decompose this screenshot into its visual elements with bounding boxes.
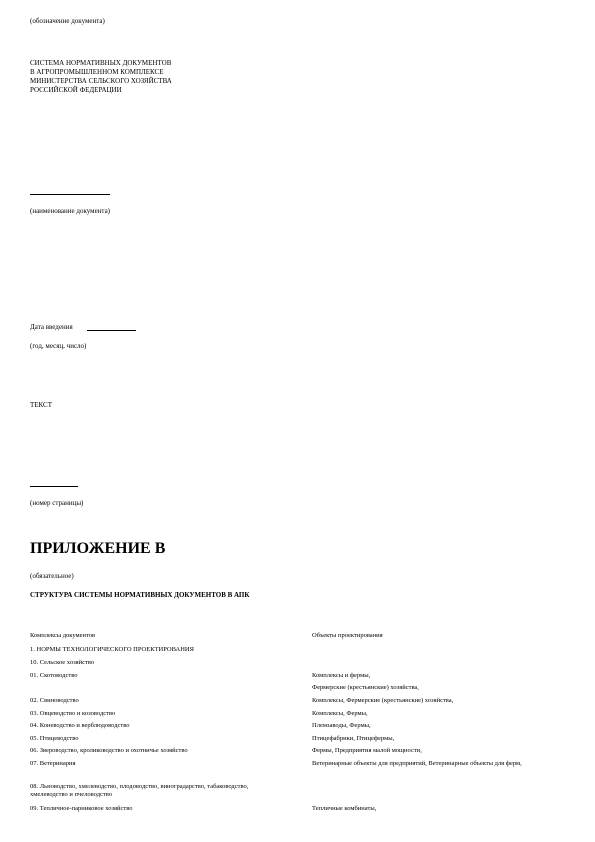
table-header-complexes: Комплексы документов (30, 632, 96, 639)
table-row-right: Комплексы, Фермы, (312, 710, 368, 717)
table-row-left: 03. Овцеводство и козоводство (30, 710, 116, 717)
intro-date-label: Дата введения (30, 323, 73, 331)
table-header-objects: Объекты проектирования (312, 632, 383, 639)
table-row-right: Комплексы, Фермерские (крестьянские) хозяйства, (312, 697, 454, 704)
table-row-right: Ветеринарные объекты для предприятий, Ветеринарные объекты для ферм, (312, 760, 522, 767)
table-row-right: Комплексы и фермы, (312, 672, 371, 679)
table-row-right: Тепличные комбинаты, (312, 805, 377, 812)
page-number-caption: (номер страницы) (30, 499, 84, 507)
text-label: ТЕКСТ (30, 401, 52, 409)
table-row-right: Фермерские (крестьянские) хозяйства, (312, 684, 419, 691)
org-line-3: МИНИСТЕРСТВА СЕЛЬСКОГО ХОЗЯЙСТВА (30, 77, 172, 85)
org-line-4: РОССИЙСКОЙ ФЕДЕРАЦИИ (30, 86, 122, 94)
date-caption: (год, месяц, число) (30, 342, 87, 350)
doc-designation-caption: (обозначение документа) (30, 17, 105, 25)
table-row-left: 08. Льноводство, хмелеводство, плодоводство, виноградарство, табаководство, хмелеводство и пчеловодство (30, 783, 249, 798)
page-number-line (30, 486, 78, 487)
org-line-2: В АГРОПРОМЫШЛЕННОМ КОМПЛЕКСЕ (30, 68, 164, 76)
table-row-left: 06. Звероводство, кролиководство и охотничье хозяйство (30, 747, 188, 754)
table-row-left: 04. Коневодство и верблюдоводство (30, 722, 130, 729)
table-row-left: 02. Свиноводство (30, 697, 79, 704)
table-row-left: 09. Тепличное-парниковое хозяйство (30, 805, 133, 812)
table-row-left: 10. Сельское хозяйство (30, 659, 95, 666)
table-row-left: 07. Ветеринария (30, 760, 76, 767)
table-row-left: 05. Птицеводство (30, 735, 79, 742)
table-row-right: Фермы, Предприятия малой мощности, (312, 747, 422, 754)
table-row-right: Птицефабрики, Птицефермы, (312, 735, 395, 742)
appendix-status: (обязательное) (30, 572, 74, 580)
doc-name-line (30, 194, 110, 195)
table-row-left: 01. Скотоводство (30, 672, 78, 679)
doc-name-caption: (наименование документа) (30, 207, 111, 215)
appendix-subtitle: СТРУКТУРА СИСТЕМЫ НОРМАТИВНЫХ ДОКУМЕНТОВ В АПК (30, 591, 250, 599)
intro-date-line (87, 330, 136, 331)
table-row-left: 1. НОРМЫ ТЕХНОЛОГИЧЕСКОГО ПРОЕКТИРОВАНИЯ (30, 646, 194, 653)
org-line-1: СИСТЕМА НОРМАТИВНЫХ ДОКУМЕНТОВ (30, 59, 172, 67)
appendix-title: ПРИЛОЖЕНИЕ В (30, 540, 166, 557)
table-row-right: Племзаводы, Фермы, (312, 722, 371, 729)
